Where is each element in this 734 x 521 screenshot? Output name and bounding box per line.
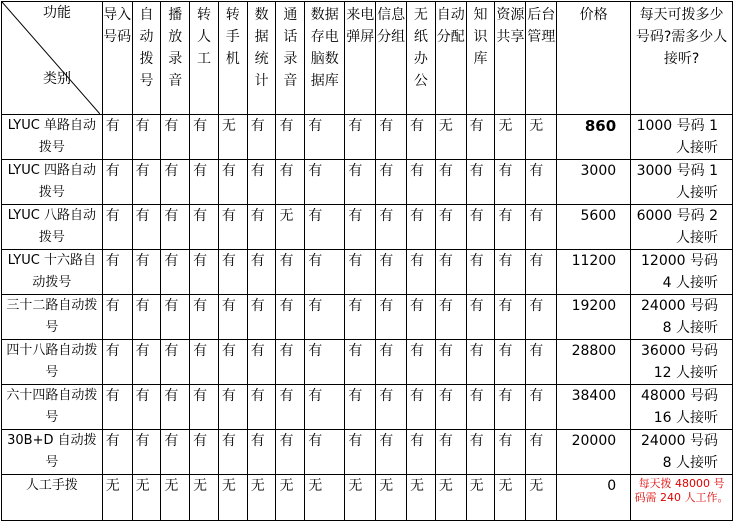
feature-flag: 有 [407,115,436,160]
feature-flag: 有 [305,205,345,250]
feature-flag: 有 [190,250,219,295]
feature-flag: 有 [345,115,376,160]
row-category: 30B+D 自动拨号 [2,430,103,475]
feature-header-10: 无纸办公 [407,2,436,115]
feature-flag: 有 [161,295,190,340]
feature-flag: 有 [495,205,526,250]
feature-flag: 有 [526,340,557,385]
feature-flag: 有 [305,430,345,475]
feature-flag: 有 [132,205,161,250]
feature-flag: 有 [407,250,436,295]
feature-flag: 有 [247,340,276,385]
feature-flag: 有 [305,340,345,385]
feature-flag: 无 [345,475,376,521]
feature-flag: 有 [376,295,407,340]
feature-flag: 有 [132,430,161,475]
price-cell: 38400 [557,385,631,430]
row-category: 人工手拨 [2,475,103,521]
feature-flag: 有 [466,205,495,250]
feature-flag: 无 [161,475,190,521]
feature-flag: 有 [495,430,526,475]
table-row [2,340,733,385]
price-header: 价格 [557,2,631,115]
feature-flag: 有 [466,385,495,430]
feature-flag: 有 [190,160,219,205]
feature-flag: 有 [161,250,190,295]
feature-flag: 无 [276,475,305,521]
feature-flag: 有 [466,160,495,205]
calls-cell: 12000 号码 4 人接听 [631,250,733,295]
feature-flag: 有 [102,205,132,250]
feature-header-11: 自动分配 [435,2,466,115]
calls-cell: 48000 号码 16 人接听 [631,385,733,430]
row-category: LYUC 八路自动拨号 [2,205,103,250]
feature-flag: 有 [247,160,276,205]
feature-flag: 有 [190,385,219,430]
table-row [2,295,733,340]
feature-flag: 有 [190,295,219,340]
calls-cell: 36000 号码 12 人接听 [631,340,733,385]
feature-flag: 有 [218,430,247,475]
feature-header-4: 转手机 [218,2,247,115]
feature-flag: 有 [132,160,161,205]
feature-flag: 有 [102,295,132,340]
feature-flag: 有 [247,385,276,430]
table-row [2,160,733,205]
feature-flag: 有 [495,385,526,430]
calls-cell: 24000 号码 8 人接听 [631,295,733,340]
feature-header-1: 自动拨号 [132,2,161,115]
feature-flag: 有 [132,385,161,430]
feature-flag: 有 [466,340,495,385]
feature-flag: 无 [435,475,466,521]
feature-flag: 无 [190,475,219,521]
feature-flag: 有 [161,340,190,385]
feature-flag: 有 [435,205,466,250]
feature-flag: 有 [466,250,495,295]
feature-flag: 有 [102,385,132,430]
feature-flag: 有 [435,295,466,340]
feature-flag: 无 [495,475,526,521]
feature-flag: 有 [466,295,495,340]
feature-flag: 有 [435,160,466,205]
feature-flag: 有 [276,115,305,160]
feature-flag: 有 [276,250,305,295]
feature-flag: 有 [407,385,436,430]
table-row [2,430,733,475]
feature-flag: 有 [102,250,132,295]
feature-flag: 有 [407,160,436,205]
feature-flag: 无 [376,475,407,521]
row-category: 四十八路自动拨号 [2,340,103,385]
feature-flag: 有 [407,340,436,385]
feature-flag: 有 [218,250,247,295]
calls-cell: 3000 号码 1 人接听 [631,160,733,205]
feature-flag: 有 [495,250,526,295]
feature-flag: 有 [276,430,305,475]
feature-flag: 有 [102,340,132,385]
feature-flag: 无 [132,475,161,521]
feature-header-13: 资源共享 [495,2,526,115]
feature-flag: 有 [190,430,219,475]
feature-header-14: 后台管理 [526,2,557,115]
price-cell: 28800 [557,340,631,385]
feature-flag: 有 [132,340,161,385]
feature-flag: 有 [526,160,557,205]
feature-flag: 有 [407,205,436,250]
feature-flag: 有 [190,205,219,250]
table-row [2,385,733,430]
feature-header-8: 来电弹屏 [345,2,376,115]
feature-flag: 无 [466,475,495,521]
feature-flag: 有 [161,385,190,430]
feature-header-5: 数据统计 [247,2,276,115]
feature-header-12: 知识库 [466,2,495,115]
price-cell: 20000 [557,430,631,475]
price-cell: 19200 [557,295,631,340]
row-category: 六十四路自动拨号 [2,385,103,430]
calls-cell: 24000 号码 8 人接听 [631,430,733,475]
feature-flag: 有 [102,430,132,475]
feature-flag: 有 [247,430,276,475]
feature-flag: 有 [218,340,247,385]
feature-flag: 有 [407,430,436,475]
feature-flag: 有 [466,430,495,475]
feature-flag: 有 [407,295,436,340]
feature-flag: 有 [132,115,161,160]
price-cell: 11200 [557,250,631,295]
feature-flag: 有 [376,385,407,430]
feature-flag: 有 [376,430,407,475]
feature-flag: 有 [345,160,376,205]
feature-flag: 无 [305,475,345,521]
feature-flag: 有 [218,205,247,250]
feature-flag: 有 [345,385,376,430]
row-category: LYUC 十六路自动拨号 [2,250,103,295]
feature-flag: 有 [495,340,526,385]
feature-flag: 有 [190,115,219,160]
row-category: LYUC 四路自动拨号 [2,160,103,205]
feature-flag: 有 [276,295,305,340]
feature-flag: 无 [276,205,305,250]
feature-flag: 有 [495,160,526,205]
price-cell: 5600 [557,205,631,250]
feature-flag: 有 [218,295,247,340]
feature-flag: 有 [376,205,407,250]
feature-flag: 有 [466,115,495,160]
feature-flag: 有 [161,205,190,250]
feature-flag: 有 [435,430,466,475]
feature-flag: 有 [345,430,376,475]
feature-flag: 有 [435,340,466,385]
feature-flag: 有 [190,340,219,385]
feature-flag: 有 [102,115,132,160]
table-row [2,205,733,250]
feature-flag: 无 [526,475,557,521]
header-row [2,2,733,115]
feature-flag: 有 [305,385,345,430]
feature-flag: 有 [526,295,557,340]
feature-flag: 有 [276,385,305,430]
feature-comparison-table [1,1,733,521]
feature-flag: 无 [495,115,526,160]
feature-flag: 有 [305,115,345,160]
feature-flag: 无 [407,475,436,521]
feature-flag: 有 [305,295,345,340]
feature-flag: 有 [247,205,276,250]
price-cell: 860 [557,115,631,160]
feature-flag: 有 [276,160,305,205]
row-category: 三十二路自动拨号 [2,295,103,340]
feature-flag: 有 [161,115,190,160]
feature-flag: 有 [526,430,557,475]
feature-flag: 有 [132,295,161,340]
feature-flag: 有 [495,295,526,340]
calls-cell: 每天拨 48000 号码需 240 人工作。 [631,475,733,521]
feature-flag: 有 [435,385,466,430]
feature-flag: 有 [247,295,276,340]
feature-flag: 有 [102,160,132,205]
price-cell: 0 [557,475,631,521]
feature-flag: 有 [161,160,190,205]
feature-flag: 有 [526,385,557,430]
feature-flag: 有 [376,250,407,295]
feature-flag: 有 [376,115,407,160]
corner-header-cell [2,2,103,115]
row-category: LYUC 单路自动拨号 [2,115,103,160]
feature-flag: 有 [247,250,276,295]
feature-flag: 无 [526,115,557,160]
feature-flag: 有 [305,160,345,205]
corner-label-feature: 功能 [43,5,71,21]
feature-flag: 无 [247,475,276,521]
feature-flag: 无 [218,475,247,521]
corner-label-category: 类别 [43,71,71,87]
feature-header-0: 导入号码 [102,2,132,115]
feature-flag: 无 [218,115,247,160]
table-row [2,115,733,160]
feature-flag: 有 [376,160,407,205]
table-row [2,250,733,295]
feature-flag: 有 [305,250,345,295]
feature-flag: 有 [435,250,466,295]
feature-flag: 有 [526,205,557,250]
calls-header: 每天可拨多少号码?需多少人接听? [631,2,733,115]
feature-header-9: 信息分组 [376,2,407,115]
calls-cell: 1000 号码 1 人接听 [631,115,733,160]
feature-flag: 有 [218,160,247,205]
feature-flag: 有 [376,340,407,385]
feature-flag: 有 [345,340,376,385]
feature-header-2: 播放录音 [161,2,190,115]
feature-flag: 有 [345,250,376,295]
feature-flag: 无 [102,475,132,521]
feature-header-3: 转人工 [190,2,219,115]
feature-flag: 有 [132,250,161,295]
feature-flag: 有 [345,295,376,340]
feature-flag: 有 [526,250,557,295]
feature-header-7: 数据存电脑数据库 [305,2,345,115]
feature-flag: 有 [345,205,376,250]
feature-flag: 有 [218,385,247,430]
feature-flag: 有 [161,430,190,475]
feature-flag: 有 [276,340,305,385]
feature-flag: 无 [435,115,466,160]
calls-cell: 6000 号码 2 人接听 [631,205,733,250]
price-cell: 3000 [557,160,631,205]
feature-flag: 有 [247,115,276,160]
feature-header-6: 通话录音 [276,2,305,115]
